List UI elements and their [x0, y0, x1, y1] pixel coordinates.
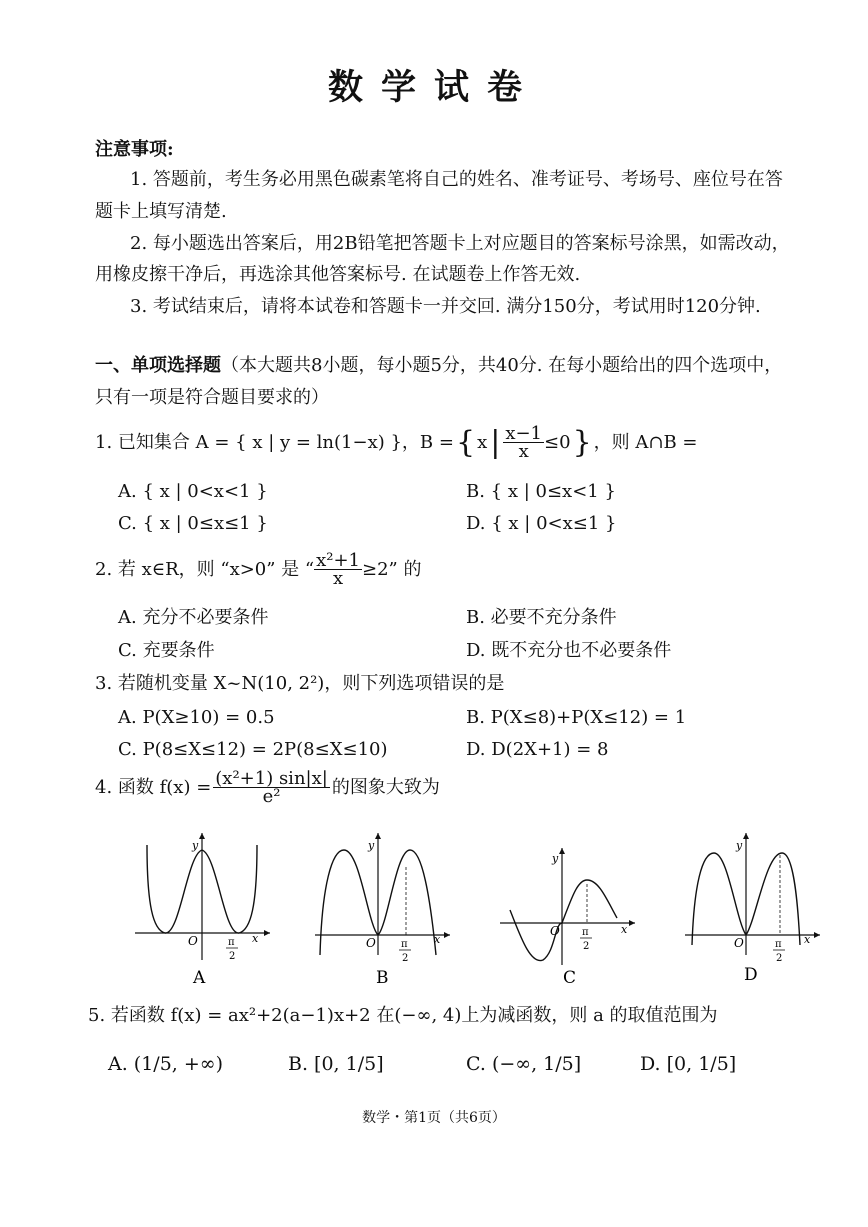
curve: [510, 880, 617, 961]
q5-option-d: D. [0, 1/5]: [640, 1053, 737, 1075]
section-desc-line2: 只有一项是符合题目要求的）: [95, 387, 329, 408]
q1-fraction: [503, 425, 544, 460]
graph-label-d: D: [744, 965, 758, 985]
q2-suffix: ≥2” 的: [362, 558, 422, 580]
q2-frac-den: x: [332, 568, 344, 589]
x-label: x: [434, 933, 441, 946]
q4-graph-b: [310, 825, 460, 990]
q2-option-a: A. 充分不必要条件: [118, 607, 269, 628]
bar-icon: |: [490, 424, 501, 460]
q1-prefix: 1. 已知集合 A = { x | y = ln(1−x) }，B =: [95, 431, 454, 453]
q1-set-b-var: x: [477, 431, 488, 453]
q4-graph-c: [495, 840, 645, 990]
x-axis-arrow-icon: [629, 920, 635, 926]
q4-graph-a: [125, 825, 275, 990]
q1-frac-num: x−1: [505, 423, 543, 444]
q4-frac-den: e²: [262, 786, 281, 807]
pi-num: π: [582, 927, 589, 938]
q3-option-d: D. D(2X+1) = 8: [466, 739, 609, 760]
section-title: 一、单项选择题: [95, 355, 221, 376]
q4-prefix: 4. 函数 f(x) =: [95, 776, 212, 798]
origin-label: O: [734, 936, 744, 950]
origin-label: O: [366, 936, 376, 950]
x-label: x: [252, 932, 259, 945]
q1-set-b-cond: ≤0: [544, 431, 571, 453]
notice-item2-line1: 2. 每小题选出答案后，用2B铅笔把答题卡上对应题目的答案标号涂黑，如需改动，: [130, 233, 790, 254]
y-label: y: [552, 852, 559, 865]
section-desc-line1: （本大题共8小题，每小题5分，共40分. 在每小题给出的四个选项中，: [221, 355, 783, 376]
pi-num: π: [228, 937, 235, 948]
page-title: 数学试卷: [327, 67, 540, 108]
brace-open-icon: {: [455, 424, 476, 460]
graph-label-b: B: [376, 968, 389, 988]
q1-option-d: D. { x | 0<x≤1 }: [466, 513, 617, 534]
q2-prefix: 2. 若 x∈R，则 “x>0” 是 “: [95, 558, 315, 580]
origin-label: O: [188, 934, 198, 948]
graph-label-a: A: [193, 968, 206, 988]
q3-option-c: C. P(8≤X≤12) = 2P(8≤X≤10): [118, 739, 388, 760]
y-label: y: [736, 839, 743, 852]
q2-option-b: B. 必要不充分条件: [466, 607, 617, 628]
pi-den: 2: [229, 951, 236, 962]
q1-stem: [95, 425, 698, 460]
q3-option-a: A. P(X≥10) = 0.5: [118, 707, 275, 728]
q1-option-c: C. { x | 0≤x≤1 }: [118, 513, 268, 534]
q5-option-c: C. (−∞, 1/5]: [466, 1053, 582, 1075]
notice-item1-line1: 1. 答题前，考生务必用黑色碳素笔将自己的姓名、准考证号、考场号、座位号在答: [130, 169, 783, 190]
notice-item2-line2: 用橡皮擦干净后，再选涂其他答案标号. 在试题卷上作答无效.: [95, 264, 581, 285]
q4-graph-d: [680, 825, 830, 990]
x-axis-arrow-icon: [264, 930, 270, 936]
origin-label: O: [550, 924, 560, 938]
pi-den: 2: [583, 941, 590, 952]
x-label: x: [621, 923, 628, 936]
q1-suffix: ，则 A∩B =: [593, 431, 698, 453]
pi-num: π: [775, 939, 782, 950]
brace-close-icon: }: [572, 424, 592, 460]
q4-stem: [95, 770, 440, 805]
x-axis-arrow-icon: [444, 932, 450, 938]
y-label: y: [192, 839, 199, 852]
q3-stem: 3. 若随机变量 X~N(10, 2²)，则下列选项错误的是: [95, 673, 505, 694]
q3-option-b: B. P(X≤8)+P(X≤12) = 1: [466, 707, 687, 728]
q2-fraction: [314, 552, 362, 587]
y-label: y: [368, 839, 375, 852]
q5-option-b: B. [0, 1/5]: [288, 1053, 384, 1075]
y-axis-arrow-icon: [743, 833, 749, 839]
q2-option-d: D. 既不充分也不必要条件: [466, 640, 672, 661]
y-axis-arrow-icon: [559, 848, 565, 854]
q4-frac-num: (x²+1) sin|x|: [215, 768, 328, 789]
q4-suffix: 的图象大致为: [331, 776, 440, 798]
q1-option-a: A. { x | 0<x<1 }: [118, 481, 268, 502]
q2-frac-num: x²+1: [316, 550, 361, 571]
q4-fraction: [213, 770, 330, 805]
page-footer: 数学・第1页（共6页）: [362, 1110, 506, 1126]
graph-label-c: C: [563, 968, 577, 988]
notice-item3: 3. 考试结束后，请将本试卷和答题卡一并交回. 满分150分，考试用时120分钟.: [130, 296, 761, 317]
q5-stem: 5. 若函数 f(x) = ax²+2(a−1)x+2 在(−∞, 4)上为减函数，则 a 的取值范围为: [88, 1005, 718, 1026]
notice-item1-line2: 题卡上填写清楚.: [95, 201, 227, 222]
x-label: x: [804, 933, 811, 946]
notice-heading: 注意事项:: [95, 139, 174, 160]
y-axis-arrow-icon: [375, 833, 381, 839]
x-axis-arrow-icon: [814, 932, 820, 938]
pi-den: 2: [402, 953, 409, 964]
pi-num: π: [401, 939, 408, 950]
q2-stem: [95, 552, 421, 587]
q2-option-c: C. 充要条件: [118, 640, 215, 661]
q1-option-b: B. { x | 0≤x<1 }: [466, 481, 616, 502]
q1-frac-den: x: [518, 441, 529, 462]
section-heading: [95, 354, 782, 378]
y-axis-arrow-icon: [199, 833, 205, 839]
q5-option-a: A. (1/5, +∞): [108, 1053, 224, 1075]
pi-den: 2: [776, 953, 783, 964]
